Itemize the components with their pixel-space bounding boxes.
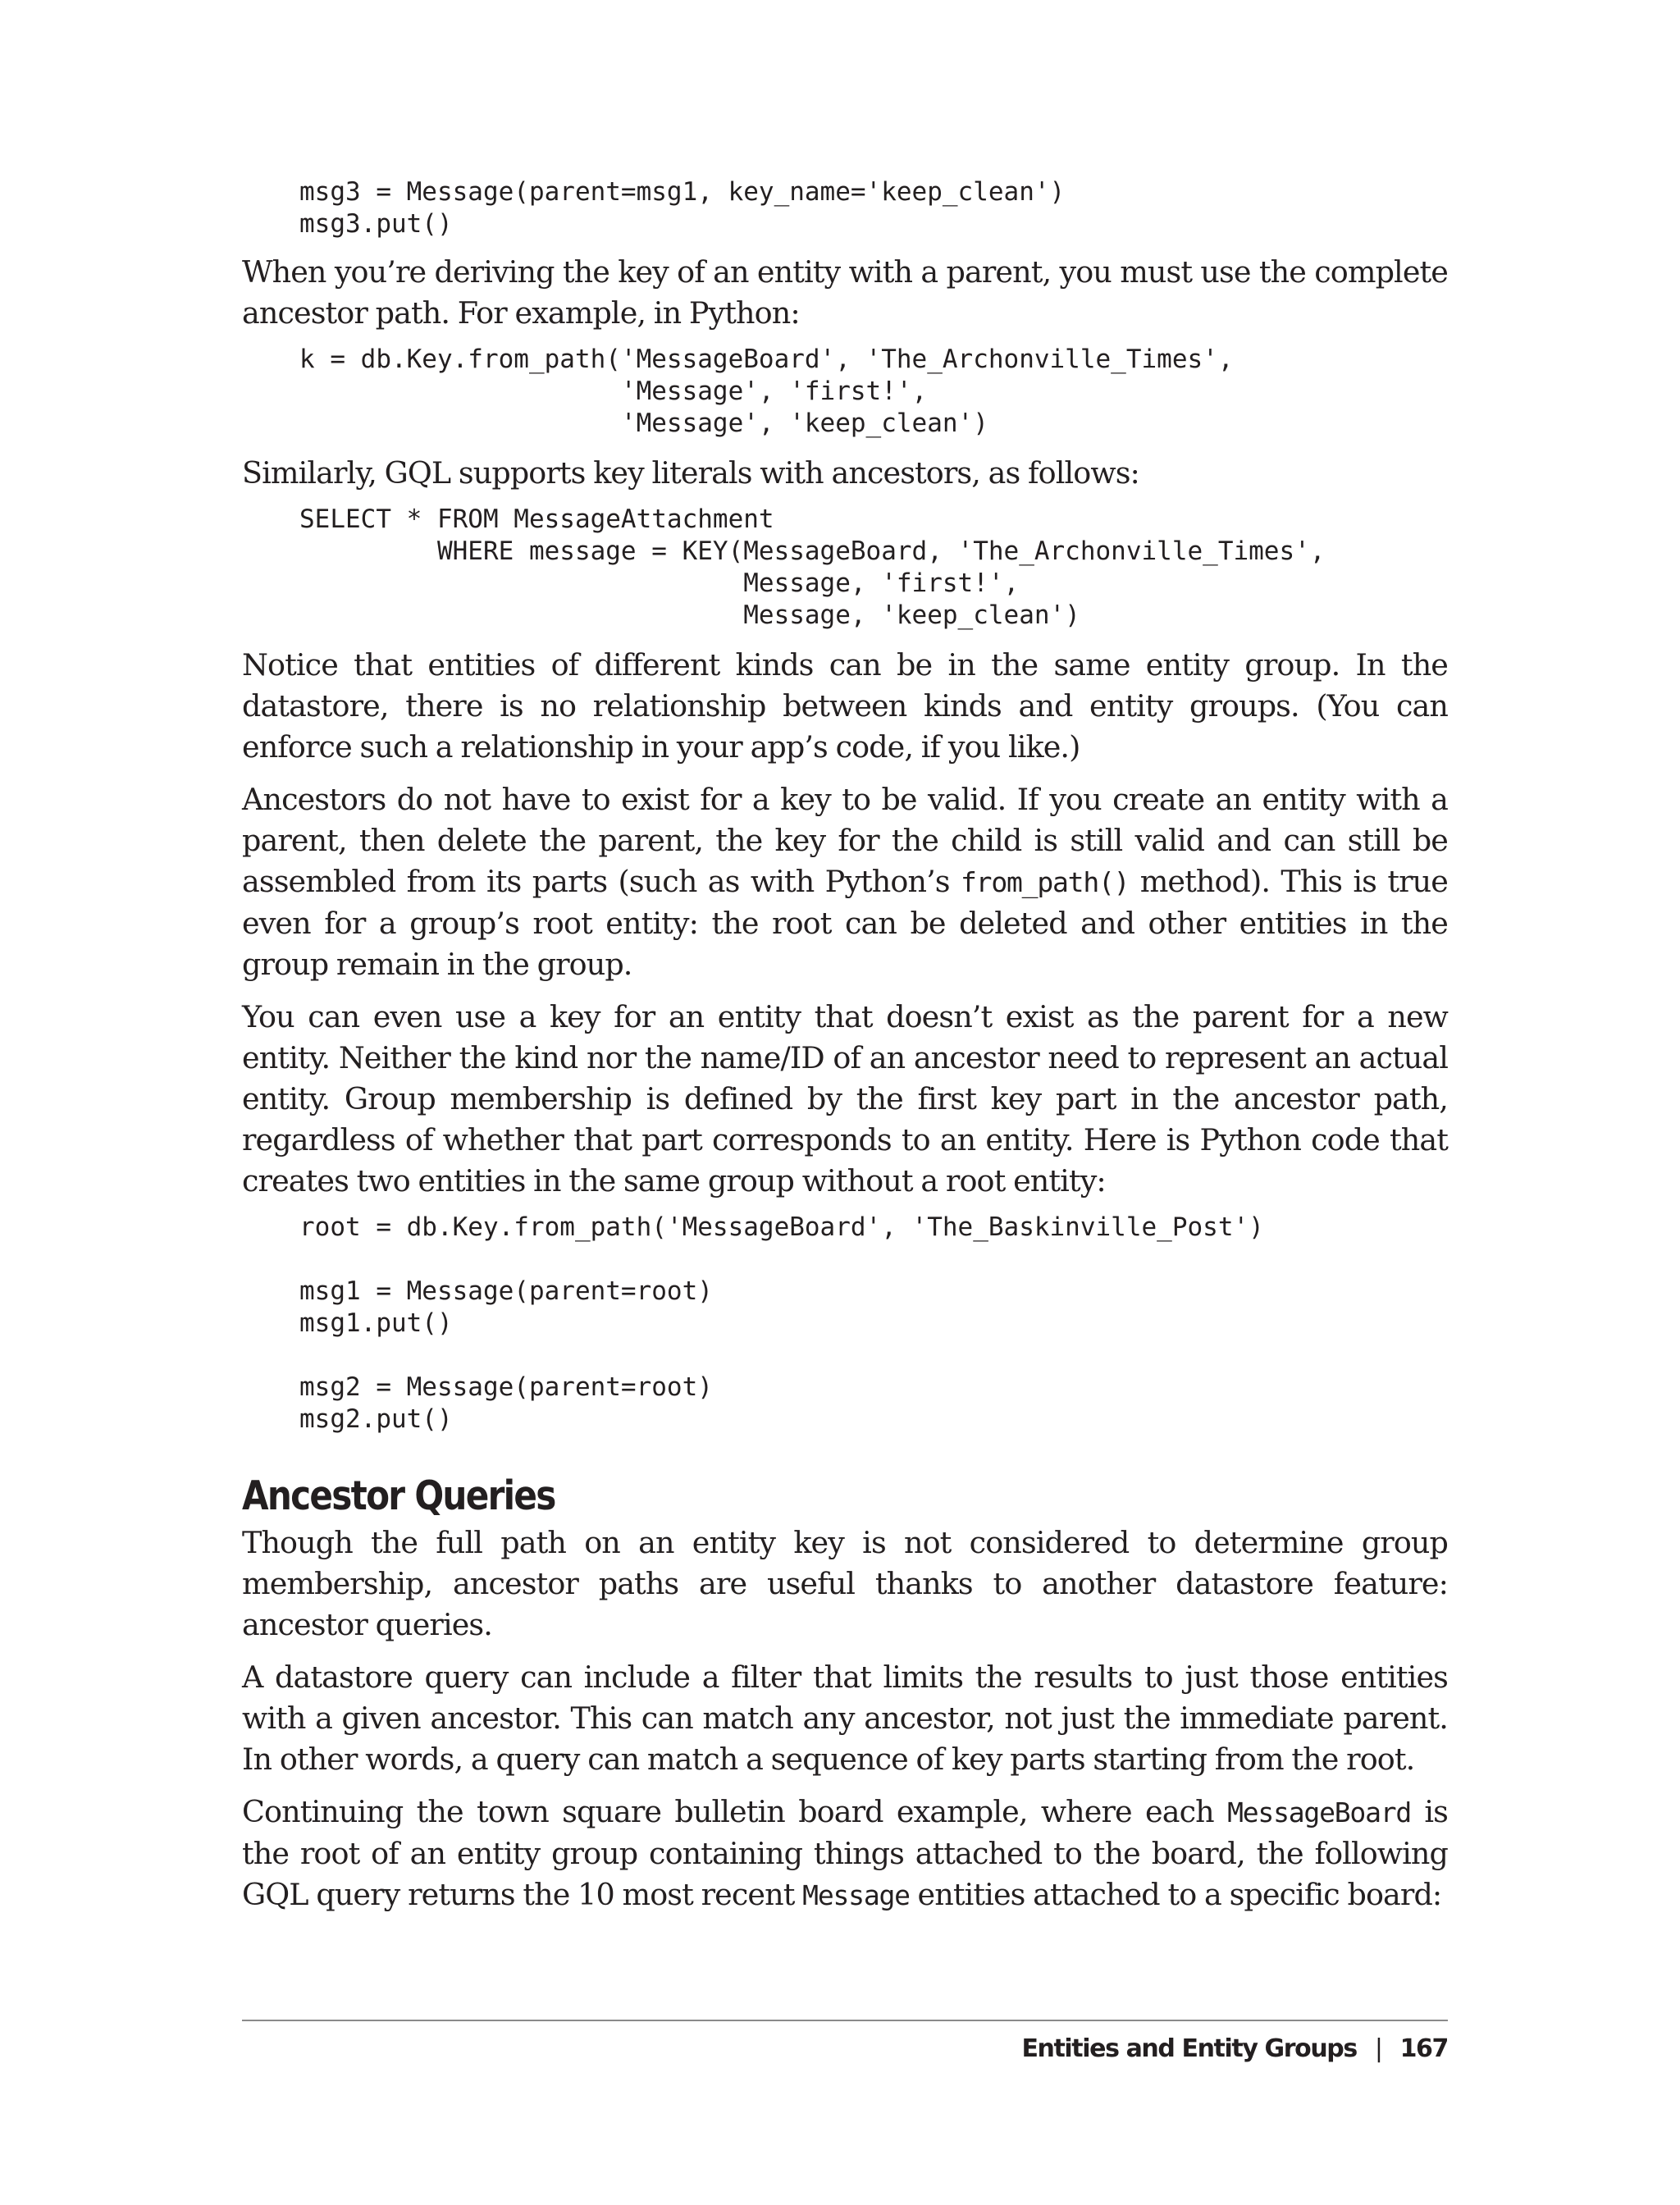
paragraph-text: Continuing the town square bulletin board example, where each xyxy=(242,1794,1228,1829)
inline-code-from-path: from_path() xyxy=(960,866,1130,898)
code-block-root-group: root = db.Key.from_path('MessageBoard', 'The_Baskinville_Post') msg1 = Message(parent=root) msg1.put() msg2 = Message(parent=root) msg2.put() xyxy=(299,1212,1264,1434)
page-footer xyxy=(1021,2033,1448,2066)
paragraph-ancestors-exist xyxy=(242,779,1448,985)
paragraph-text: method). This is true even for a group’s root entity: the root can be deleted and other entities in the group remain in the group. xyxy=(242,864,1448,982)
paragraph-text: Ancestors do not have to exist for a key to be valid. If you create an entity with a parent, then delete the parent, the key for the child is still valid and can still be assembled from its parts (such as with Python’s xyxy=(242,782,1448,899)
paragraph-text: is the root of an entity group containing things attached to the board, the following GQL query returns the 10 most recent xyxy=(242,1794,1449,1912)
paragraph-kinds-entity-groups: Notice that entities of different kinds can be in the same entity group. In the datastore, there is no relationship between kinds and entity groups. (You can enforce such a relationship in your app’s code, if you like.) xyxy=(242,647,1448,765)
section-heading-ancestor-queries: Ancestor Queries xyxy=(242,1472,555,1519)
paragraph-ancestor-filter: A datastore query can include a filter that limits the results to just those entities with a given ancestor. This can match any ancestor, not just the immediate parent. In other words, a query can match a sequence of key parts starting from the root. xyxy=(242,1659,1448,1777)
paragraph-gql-ancestors: Similarly, GQL supports key literals with ancestors, as follows: xyxy=(242,455,1139,491)
paragraph-nonexistent-parent: You can even use a key for an entity that doesn’t exist as the parent for a new entity. Neither the kind nor the name/ID of an ancestor need to represent an actual entity. Group membership is defined by the first key part in the ancestor path, regardless of whether that part corresponds to an entity. Here is Python code that creates two entities in the same group without a root entity: xyxy=(242,999,1448,1198)
code-block-gql-query: SELECT * FROM MessageAttachment WHERE message = KEY(MessageBoard, 'The_Archonville_Times', Message, 'first!', Message, 'keep_clean') xyxy=(299,504,1326,630)
inline-code-message: Message xyxy=(802,1879,910,1911)
page-content xyxy=(242,164,1448,1916)
paragraph-ancestor-paths: Though the full path on an entity key is not considered to determine group membership, ancestor paths are useful thanks to another datastore feature: ancestor queries. xyxy=(242,1525,1448,1642)
footer-chapter-title: Entities and Entity Groups xyxy=(1021,2034,1357,2063)
paragraph-text: entities attached to a specific board: xyxy=(909,1877,1442,1912)
footer-page-number: 167 xyxy=(1399,2034,1448,2063)
code-block-msg3: msg3 = Message(parent=msg1, key_name='keep_clean') msg3.put() xyxy=(299,177,1066,239)
footer-separator: | xyxy=(1374,2034,1382,2063)
inline-code-messageboard: MessageBoard xyxy=(1227,1796,1412,1828)
code-block-key-path: k = db.Key.from_path('MessageBoard', 'The_Archonville_Times', 'Message', 'first!', 'Message', 'keep_clean') xyxy=(299,345,1234,438)
paragraph-bulletin-board xyxy=(242,1792,1448,1916)
footer-divider xyxy=(242,2020,1448,2021)
paragraph-key-derivation: When you’re deriving the key of an entity with a parent, you must use the complete ancestor path. For example, in Python: xyxy=(242,254,1448,331)
